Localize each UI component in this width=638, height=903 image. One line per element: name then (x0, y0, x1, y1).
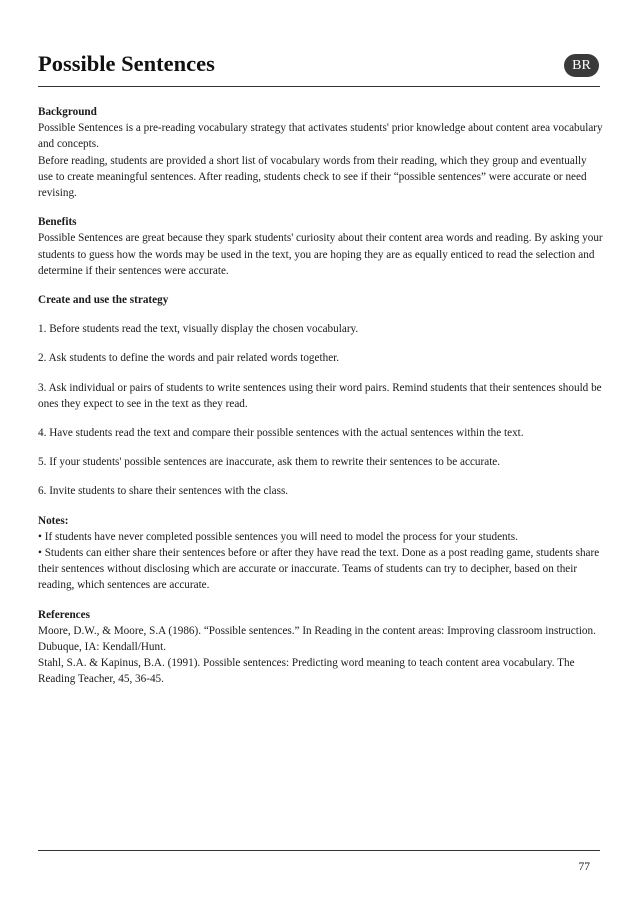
reference-item: Stahl, S.A. & Kapinus, B.A. (1991). Possible sentences: Predicting word meaning to teach content area vocabulary. The Reading Teacher, 45, 36-45. (38, 657, 575, 686)
step-item: 4. Have students read the text and compare their possible sentences with the actual sentences within the text. (38, 427, 524, 440)
background-paragraph-1: Possible Sentences is a pre-reading vocabulary strategy that activates students' prior knowledge about content area vocabulary and concepts. (38, 122, 603, 151)
step-item: 2. Ask students to define the words and pair related words together. (38, 352, 340, 365)
create-section (38, 292, 604, 500)
benefits-paragraph: Possible Sentences are great because they spark students' curiosity about their content area words and reading. By asking your students to guess how the words may be used in the text, you are hoping they are as equally enticed to read the selection and determine if their sentences were accurate. (38, 232, 603, 277)
background-heading: Background (38, 106, 97, 118)
footer-divider (38, 850, 600, 851)
background-section (38, 104, 604, 201)
step-item: 3. Ask individual or pairs of students to write sentences using their word pairs. Remind students that their sentences should be ones they expect to see in the text as they read. (38, 381, 602, 410)
title-divider (38, 86, 600, 87)
page-number: 77 (578, 861, 590, 873)
benefits-section (38, 214, 604, 279)
notes-section (38, 513, 604, 594)
step-item: 6. Invite students to share their sentences with the class. (38, 485, 289, 498)
step-item: 1. Before students read the text, visually display the chosen vocabulary. (38, 323, 359, 336)
section-badge: BR (564, 54, 599, 77)
reference-item: Moore, D.W., & Moore, S.A (1986). “Possible sentences.” In Reading in the content areas: Improving classroom instruction. Dubuque, IA: Kendall/Hunt. (38, 624, 596, 654)
benefits-heading: Benefits (38, 216, 77, 229)
page-title: Possible Sentences (38, 51, 215, 76)
notes-heading: Notes: (38, 514, 69, 527)
note-item: • Students can either share their sentences before or after they have read the text. Done as a post reading game, students share their sentences without disclosing which are accurate or inaccurate. Teams of students can try to decipher, based on their reading, which sentences are accurate. (38, 547, 600, 592)
step-item: 5. If your students' possible sentences are inaccurate, ask them to rewrite their sentences to be accurate. (38, 456, 501, 469)
create-heading: Create and use the strategy (38, 294, 169, 307)
background-paragraph-2: Before reading, students are provided a short list of vocabulary words from their reading, which they group and eventually use to create meaningful sentences. After reading, students check to see if their “possible sentences” were accurate or need revising. (38, 154, 587, 200)
references-section (38, 607, 604, 688)
references-heading: References (38, 608, 90, 621)
document-body (38, 104, 604, 688)
note-item: • If students have never completed possible sentences you will need to model the process for your students. (38, 530, 518, 543)
